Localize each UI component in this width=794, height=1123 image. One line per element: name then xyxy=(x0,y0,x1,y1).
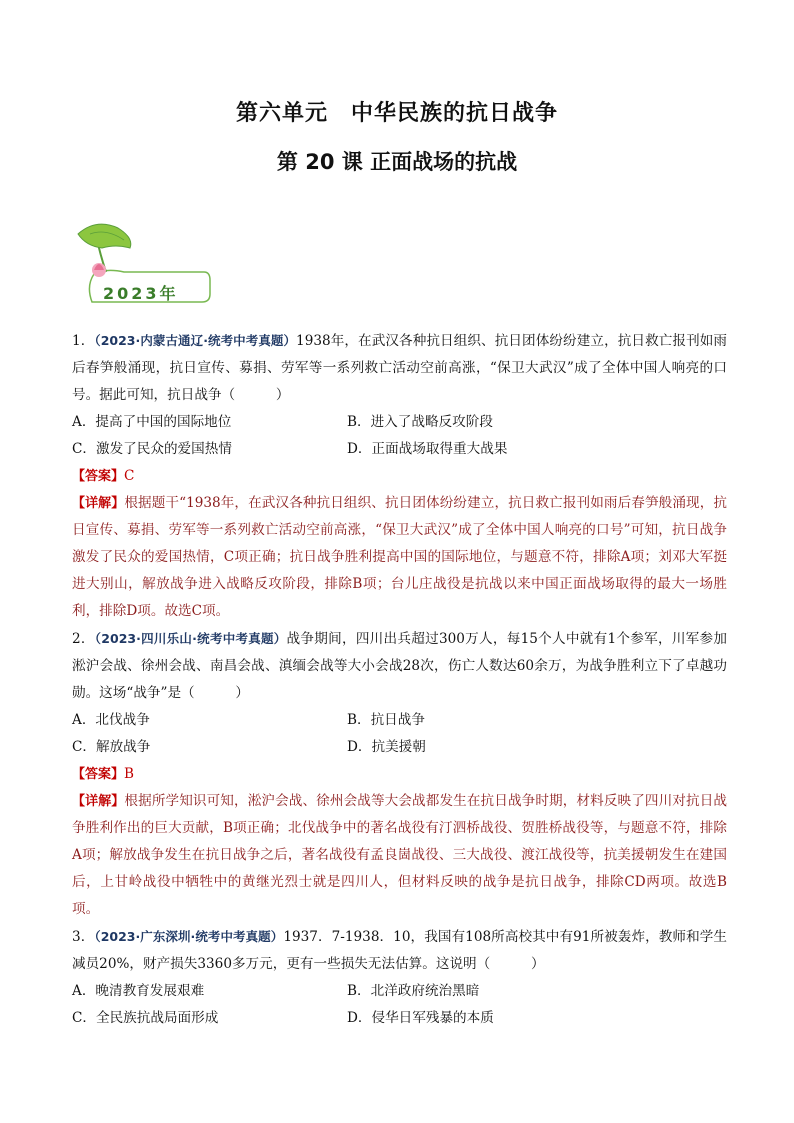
question-stem xyxy=(72,625,727,707)
option-b: B．进入了战略反攻阶段 xyxy=(347,414,493,430)
question-number: 2． xyxy=(72,631,95,647)
question-stem xyxy=(72,327,727,409)
options xyxy=(72,409,727,463)
option-b: B．抗日战争 xyxy=(347,712,425,728)
answer-label: 【答案】 xyxy=(72,469,125,484)
lesson-title: 第 20 课 正面战场的抗战 xyxy=(276,150,518,174)
option-c: C．激发了民众的爱国热情 xyxy=(72,441,232,457)
answer-value: C xyxy=(124,468,135,484)
option-b: B．北洋政府统治黑暗 xyxy=(347,983,480,999)
question-source: （2023·广东深圳·统考中考真题） xyxy=(94,929,284,944)
option-a: A．晚清教育发展艰难 xyxy=(72,983,205,999)
explanation xyxy=(72,788,727,923)
explanation-text: 根据题干“1938年，在武汉各种抗日组织、抗日团体纷纷建立，抗日救亡报刊如雨后春笋般涌现，抗日宣传、募捐、劳军等一系列救亡活动空前高涨，“保卫大武汉”成了全体中国人响亮的口号”可知，抗日战争激发了民众的爱国热情，C项正确；抗日战争胜利提高中国的国际地位，与题意不符，排除A项；刘邓大军挺进大别山，解放战争进入战略反攻阶段，排除B项；台儿庄战役是抗战以来中国正面战场取得的最大一场胜利，排除D项。故选C项。 xyxy=(72,495,727,619)
answer-line xyxy=(72,761,727,788)
question-list xyxy=(72,327,727,1032)
explanation-text: 根据所学知识可知，淞沪会战、徐州会战等大会战都发生在抗日战争时期，材料反映了四川对抗日战争胜利作出的巨大贡献，B项正确；北伐战争中的著名战役有汀泗桥战役、贺胜桥战役等，与题意不符，排除A项；解放战争发生在抗日战争之后，著名战役有孟良崮战役、三大战役、渡江战役等，抗美援朝发生在建国后，上甘岭战役中牺牲中的黄继光烈士就是四川人，但材料反映的战争是抗日战争，排除CD两项。故选B项。 xyxy=(72,793,727,917)
option-a: A．提高了中国的国际地位 xyxy=(72,414,232,430)
options xyxy=(72,978,727,1032)
options xyxy=(72,707,727,761)
question-number: 3． xyxy=(72,929,95,945)
answer-label: 【答案】 xyxy=(72,767,125,782)
option-d: D．侵华日军残暴的本质 xyxy=(347,1010,494,1026)
question-text: 1938年，在武汉各种抗日组织、抗日团体纷纷建立，抗日救亡报刊如雨后春笋般涌现，抗日宣传、募捐、劳军等一系列救亡活动空前高涨，“保卫大武汉”成了全体中国人响亮的口号。据此可知，抗日战争（ ） xyxy=(72,333,727,403)
question-source: （2023·内蒙古通辽·统考中考真题） xyxy=(94,333,297,348)
year-badge-label: 2023年 xyxy=(103,284,179,303)
answer-value: B xyxy=(124,766,135,782)
question-3 xyxy=(72,923,727,1032)
question-source: （2023·四川乐山·统考中考真题） xyxy=(94,631,287,646)
option-c: C．全民族抗战局面形成 xyxy=(72,1010,219,1026)
question-2 xyxy=(72,625,727,923)
question-number: 1． xyxy=(72,333,95,349)
option-d: D．正面战场取得重大战果 xyxy=(347,441,508,457)
unit-title: 第六单元 中华民族的抗日战争 xyxy=(235,101,558,126)
question-text: 1937．7-1938．10，我国有108所高校其中有91所被轰炸，教师和学生减员20%，财产损失3360多万元，更有一些损失无法估算。这说明（ ） xyxy=(72,929,727,972)
explanation-label: 【详解】 xyxy=(72,794,125,809)
question-1 xyxy=(72,327,727,625)
option-c: C．解放战争 xyxy=(72,739,151,755)
answer-line xyxy=(72,463,727,490)
question-stem xyxy=(72,923,727,978)
explanation-label: 【详解】 xyxy=(72,496,125,511)
question-text: 战争期间，四川出兵超过300万人，每15个人中就有1个参军，川军参加淞沪会战、徐州会战、南昌会战、滇缅会战等大小会战28次，伤亡人数达60余万，为战争胜利立下了卓越功勋。这场“战争”是（ ） xyxy=(72,631,727,701)
option-d: D．抗美援朝 xyxy=(347,739,426,755)
option-a: A．北伐战争 xyxy=(72,712,150,728)
explanation xyxy=(72,490,727,625)
